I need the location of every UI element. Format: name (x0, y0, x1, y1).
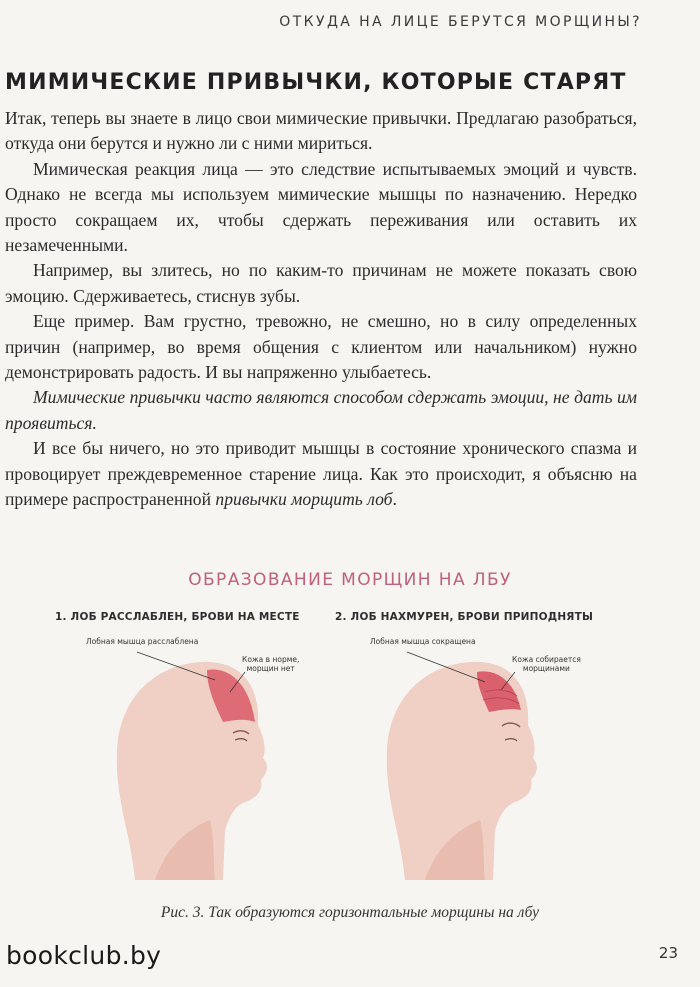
body-text (5, 106, 637, 513)
panel-2-label: 2. ЛОБ НАХМУРЕН, БРОВИ ПРИПОДНЯТЫ (335, 611, 594, 623)
paragraph-2: Мимическая реакция лица — это следствие испытываемых эмоций и чувств. Однако не всегда мы используем мимические мышцы по назначению. Нередко просто сокращаем их, чтобы сдержать переживания или оставить их незамеченными. (5, 158, 637, 256)
paragraph-3: Например, вы злитесь, но по каким-то причинам не можете показать свою эмоцию. Сдерживаетесь, стиснув зубы. (5, 260, 637, 306)
section-title: МИМИЧЕСКИЕ ПРИВЫЧКИ, КОТОРЫЕ СТАРЯТ (5, 70, 627, 95)
figure-title: ОБРАЗОВАНИЕ МОРЩИН НА ЛБУ (188, 570, 512, 590)
paragraph-5-italic: Мимические привычки часто являются способом сдержать эмоции, не дать им проявиться. (5, 387, 637, 433)
paragraph-6 (5, 436, 637, 512)
panel-1-label: 1. ЛОБ РАССЛАБЛЕН, БРОВИ НА МЕСТЕ (55, 611, 300, 623)
panel-2-skin-note-line2: морщинами (522, 664, 570, 673)
head-illustration-frowning (365, 630, 575, 900)
panel-2-skin-note-line1: Кожа собирается (512, 655, 581, 664)
page-number: 23 (658, 944, 678, 962)
paragraph-6-text: И все бы ничего, но это приводит мышцы в состояние хронического спазма и провоцирует преждевременное старение лица. Как это происходит, я объясню на примере распространенной (5, 438, 637, 510)
head-illustration-relaxed (95, 630, 305, 900)
watermark: bookclub.by (6, 941, 162, 970)
panel-1-skin-note-line2: морщин нет (246, 664, 295, 673)
panel-1-skin-note-line1: Кожа в норме, (242, 655, 300, 664)
running-head: ОТКУДА НА ЛИЦЕ БЕРУТСЯ МОРЩИНЫ? (279, 14, 642, 30)
figure-caption: Рис. 3. Так образуются горизонтальные морщины на лбу (160, 904, 540, 921)
panel-1-muscle-note: Лобная мышца расслаблена (86, 637, 199, 646)
paragraph-1: Итак, теперь вы знаете в лицо свои мимические привычки. Предлагаю разобраться, откуда они берутся и нужно ли с ними мириться. (5, 108, 637, 154)
paragraph-6-end: . (392, 489, 397, 510)
paragraph-6-italic: привычки морщить лоб (215, 489, 393, 510)
paragraph-4: Еще пример. Вам грустно, тревожно, не смешно, но в силу определенных причин (например, во время общения с клиентом или начальником) нужно демонстрировать радость. И вы напряженно улыбаетесь. (5, 311, 637, 383)
panel-2-muscle-note: Лобная мышца сокращена (370, 637, 476, 646)
